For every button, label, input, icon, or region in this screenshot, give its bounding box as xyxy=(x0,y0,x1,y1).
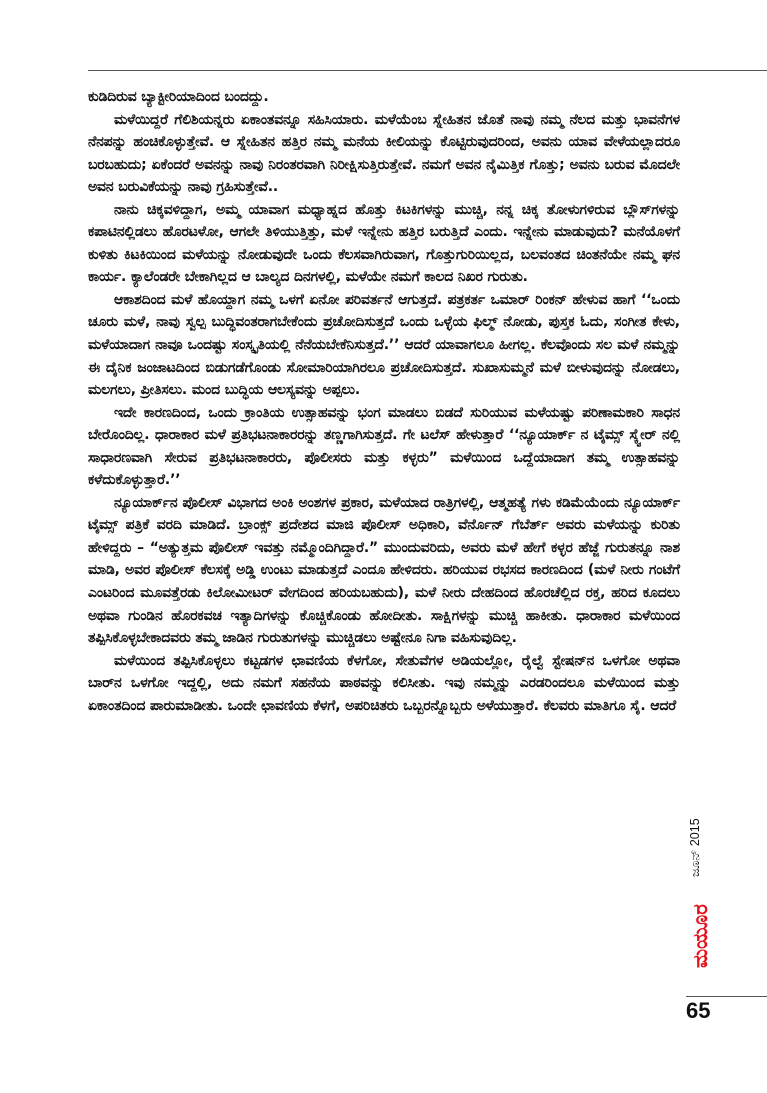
paragraph-6: ನ್ಯೂಯಾರ್ಕ್‌ನ ಪೊಲೀಸ್ ವಿಭಾಗದ ಅಂಕಿ ಅಂಶಗಳ ಪ್ರಕಾರ, ಮಳೆಯಾದ ರಾತ್ರಿಗಳಲ್ಲಿ, ಆತ್ಮಹತ್ಯೆ ಗಳು ಕಡಿಮೆಯೆಂದು ನ್ಯೂಯಾರ್ಕ್ ಟೈಮ್ಸ್ ಪತ್ರಿಕೆ ವರದಿ ಮಾಡಿದೆ. ಬ್ರಾಂಕ್ಸ್ ಪ್ರದೇಶದ ಮಾಜಿ ಪೊಲೀಸ್ ಅಧಿಕಾರಿ, ವೆರ್ನೊನ್ ಗೆಬೆರ್ತ್ ಅವರು ಮಳೆಯನ್ನು ಕುರಿತು ಹೇಳಿದ್ದರು – “ಅತ್ಯುತ್ತಮ ಪೊಲೀಸ್ ಇವತ್ತು ನಮ್ಮೊಂದಿಗಿದ್ದಾರೆ.” ಮುಂದುವರಿದು, ಅವರು ಮಳೆ ಹೇಗೆ ಕಳ್ಳರ ಹೆಜ್ಜೆ ಗುರುತನ್ನೂ ನಾಶ ಮಾಡಿ, ಅವರ ಪೊಲೀಸ್ ಕೆಲಸಕ್ಕೆ ಅಡ್ಡಿ ಉಂಟು ಮಾಡುತ್ತದೆ ಎಂದೂ ಹೇಳಿದರು. ಹರಿಯುವ ರಭಸದ ಕಾರಣದಿಂದ (ಮಳೆ ನೀರು ಗಂಟೆಗೆ ಎಂಟರಿಂದ ಮೂವತ್ತೆರಡು ಕಿಲೋಮೀಟರ್ ವೇಗದಿಂದ ಹರಿಯಬಹುದು), ಮಳೆ ನೀರು ದೇಹದಿಂದ ಹೊರಚೆಲ್ಲಿದ ರಕ್ತ, ಹರಿದ ಕೂದಲು ಅಥವಾ ಗುಂಡಿನ ಹೊರಕವಚ ಇತ್ಯಾದಿಗಳನ್ನು ಕೊಚ್ಚಿಕೊಂಡು ಹೋದೀತು. ಸಾಕ್ಷಿಗಳನ್ನು ಮುಚ್ಚಿ ಹಾಕೀತು. ಧಾರಾಕಾರ ಮಳೆಯಿಂದ ತಪ್ಪಿಸಿಕೊಳ್ಳಬೇಕಾದವರು ತಮ್ಮ ಜಾಡಿನ ಗುರುತುಗಳನ್ನು ಮುಚ್ಚಿಡಲು ಅಷ್ಟೇನೂ ನಿಗಾ ವಹಿಸುವುದಿಲ್ಲ. xyxy=(88,494,680,647)
top-divider xyxy=(88,70,767,71)
sidebar-masthead xyxy=(686,800,714,975)
page-number: 65 xyxy=(686,998,711,1023)
paragraph-3: ನಾನು ಚಿಕ್ಕವಳಿದ್ದಾಗ, ಅಮ್ಮ ಯಾವಾಗ ಮಧ್ಯಾಹ್ನದ ಹೊತ್ತು ಕಿಟಕಿಗಳನ್ನು ಮುಚ್ಚಿ, ನನ್ನ ಚಿಕ್ಕ ತೋಳುಗಳಿರುವ ಬ್ಲೌಸ್‌ಗಳನ್ನು ಕಪಾಟಿನಲ್ಲಿಡಲು ಹೊರಟಳೋ, ಆಗಲೇ ತಿಳಿಯುತ್ತಿತ್ತು, ಮಳೆ ಇನ್ನೇನು ಹತ್ತಿರ ಬರುತ್ತಿದೆ ಎಂದು. ಇನ್ನೇನು ಮಾಡುವುದು? ಮನೆಯೊಳಗೆ ಕುಳಿತು ಕಿಟಕಿಯಿಂದ ಮಳೆಯನ್ನು ನೋಡುವುದೇ ಒಂದು ಕೆಲಸವಾಗಿರುವಾಗ, ಗೊತ್ತುಗುರಿಯಿಲ್ಲದ, ಬಲವಂತದ ಚಿಂತನೆಯೇ ನಮ್ಮ ಘನ ಕಾರ್ಯ. ಕ್ಯಾಲೆಂಡರೇ ಬೇಕಾಗಿಲ್ಲದ ಆ ಬಾಲ್ಯದ ದಿನಗಳಲ್ಲಿ, ಮಳೆಯೇ ನಮಗೆ ಕಾಲದ ನಿಖರ ಗುರುತು. xyxy=(88,201,680,286)
paragraph-1: ಕುಡಿದಿರುವ ಬ್ಯಾಕ್ಟೀರಿಯಾದಿಂದ ಬಂದದ್ದು. xyxy=(88,89,269,105)
paragraph-7: ಮಳೆಯಿಂದ ತಪ್ಪಿಸಿಕೊಳ್ಳಲು ಕಟ್ಟಡಗಳ ಛಾವಣಿಯ ಕೆಳಗೋ, ಸೇತುವೆಗಳ ಅಡಿಯಲ್ಲೋ, ರೈಲ್ವೆ ಸ್ಟೇಷನ್‌ನ ಒಳಗೋ ಅಥವಾ ಬಾರ್‌ನ ಒಳಗೋ ಇದ್ದಲ್ಲಿ, ಅದು ನಮಗೆ ಸಹನೆಯ ಪಾಠವನ್ನು ಕಲಿಸೀತು. ಇವು ನಮ್ಮನ್ನು ಎರಡರಿಂದಲೂ ಮಳೆಯಿಂದ ಮತ್ತು ಏಕಾಂತದಿಂದ ಪಾರುಮಾಡೀತು. ಒಂದೇ ಛಾವಣಿಯ ಕೆಳಗೆ, ಅಪರಿಚಿತರು ಒಬ್ಬರನ್ನೊಬ್ಬರು ಅಳೆಯುತ್ತಾರೆ. ಕೆಲವರು ಮಾತಿಗೂ ಸೈ. ಆದರೆ xyxy=(88,652,680,714)
issue-date: ಜೂನ್ 2015 xyxy=(688,818,702,877)
paragraph-5: ಇದೇ ಕಾರಣದಿಂದ, ಒಂದು ಕ್ರಾಂತಿಯ ಉತ್ಸಾಹವನ್ನು ಭಂಗ ಮಾಡಲು ಬಿಡದೆ ಸುರಿಯುವ ಮಳೆಯಷ್ಟು ಪರಿಣಾಮಕಾರಿ ಸಾಧನ ಬೇರೊಂದಿಲ್ಲ. ಧಾರಾಕಾರ ಮಳೆ ಪ್ರತಿಭಟನಾಕಾರರನ್ನು ತಣ್ಣಗಾಗಿಸುತ್ತದೆ. ಗೇ ಟಲೆಸ್ ಹೇಳುತ್ತಾರೆ ‘‘ನ್ಯೂಯಾರ್ಕ್ ನ ಟೈಮ್ಸ್ ಸ್ಕ್ವೇರ್ ನಲ್ಲಿ ಸಾಧಾರಣವಾಗಿ ಸೇರುವ ಪ್ರತಿಭಟನಾಕಾರರು, ಪೊಲೀಸರು ಮತ್ತು ಕಳ್ಳರು” ಮಳೆಯಿಂದ ಒದ್ದೆಯಾದಾಗ ತಮ್ಮ ಉತ್ಸಾಹವನ್ನು ಕಳೆದುಕೊಳ್ಳುತ್ತಾರೆ.’’ xyxy=(88,404,680,489)
article-body xyxy=(88,86,680,717)
footer-divider xyxy=(686,996,767,997)
paragraph-4: ಆಕಾಶದಿಂದ ಮಳೆ ಹೊಯ್ದಾಗ ನಮ್ಮ ಒಳಗೆ ಏನೋ ಪರಿವರ್ತನೆ ಆಗುತ್ತದೆ. ಪತ್ರಕರ್ತ ಒಮಾರ್ ರಿಂಕನ್ ಹೇಳುವ ಹಾಗೆ ‘‘ಒಂದು ಚೂರು ಮಳೆ, ನಾವು ಸ್ವಲ್ಪ ಬುದ್ಧಿವಂತರಾಗಬೇಕೆಂದು ಪ್ರಚೋದಿಸುತ್ತದೆ ಒಂದು ಒಳ್ಳೆಯ ಫಿಲ್ಮ್ ನೋಡು, ಪುಸ್ತಕ ಓದು, ಸಂಗೀತ ಕೇಳು, ಮಳೆಯಾದಾಗ ನಾವೂ ಒಂದಷ್ಟು ಸಂಸ್ಕೃತಿಯಲ್ಲಿ ನೆನೆಯಬೇಕೆನಿಸುತ್ತದೆ.’’ ಆದರೆ ಯಾವಾಗಲೂ ಹೀಗಲ್ಲ. ಕೆಲವೊಂದು ಸಲ ಮಳೆ ನಮ್ಮನ್ನು ಈ ದೈನಿಕ ಜಂಜಾಟದಿಂದ ಬಿಡುಗಡೆಗೊಂಡು ಸೋಮಾರಿಯಾಗಿರಲೂ ಪ್ರಚೋದಿಸುತ್ತದೆ. ಸುಖಾಸುಮ್ಮನೆ ಮಳೆ ಬೀಳುವುದನ್ನು ನೋಡಲು, ಮಲಗಲು, ಪ್ರೀತಿಸಲು. ಮಂದ ಬುದ್ಧಿಯ ಆಲಸ್ಯವನ್ನು ಅಪ್ಪಲು. xyxy=(88,291,680,399)
paragraph-2: ಮಳೆಯಿದ್ದರೆ ಗೆಲಿಶಿಯನ್ನರು ಏಕಾಂತವನ್ನೂ ಸಹಿಸಿಯಾರು. ಮಳೆಯೆಂಬ ಸ್ನೇಹಿತನ ಜೊತೆ ನಾವು ನಮ್ಮ ನೆಲದ ಮತ್ತು ಭಾವನೆಗಳ ನೆನಪನ್ನು ಹಂಚಿಕೊಳ್ಳುತ್ತೇವೆ. ಆ ಸ್ನೇಹಿತನ ಹತ್ತಿರ ನಮ್ಮ ಮನೆಯ ಕೀಲಿಯನ್ನು ಕೊಟ್ಟಿರುವುದರಿಂದ, ಅವನು ಯಾವ ವೇಳೆಯಲ್ಲಾದರೂ ಬರಬಹುದು; ಏಕೆಂದರೆ ಅವನನ್ನು ನಾವು ನಿರಂತರವಾಗಿ ನಿರೀಕ್ಷಿಸುತ್ತಿರುತ್ತೇವೆ. ನಮಗೆ ಅವನ ನೈಮಿತ್ತಿಕ ಗೊತ್ತು; ಅವನು ಬರುವ ಮೊದಲೇ ಅವನ ಬರುವಿಕೆಯನ್ನು ನಾವು ಗ್ರಹಿಸುತ್ತೇವೆ.. xyxy=(88,111,680,196)
magazine-logo: ಮಯೂರ xyxy=(688,904,712,968)
